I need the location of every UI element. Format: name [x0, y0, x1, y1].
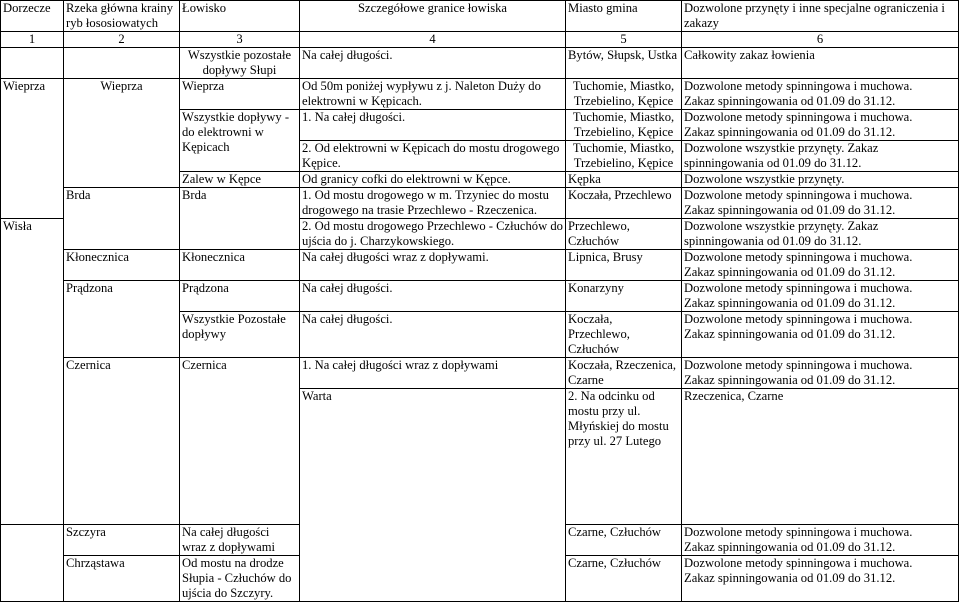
boundaries-cell: 1. Na całej długości. — [300, 110, 566, 141]
boundaries-cell: Od mostu na drodze Słupia - Człuchów do ujścia do Szczyry. — [180, 556, 300, 602]
restrictions-cell — [682, 110, 959, 141]
city-cell: Tuchomie, Miastko, Trzebielino, Kępice — [566, 110, 682, 141]
rule-line: Zakaz spinningowania od 01.09 do 31.12. — [684, 373, 896, 387]
city-cell: Czarne, Człuchów — [566, 525, 682, 556]
boundaries-cell: Na całej długości. — [300, 312, 566, 358]
fishery-cell: Prądzona — [180, 281, 300, 312]
fishery-cell: Czernica — [180, 358, 300, 525]
river-cell — [1, 525, 64, 602]
boundaries-cell: 1. Na całej długości wraz z dopływami — [300, 358, 566, 389]
fishery-cell: Chrząstawa — [64, 556, 180, 602]
rule-line: Zakaz spinningowania od 01.09 do 31.12. — [684, 94, 896, 108]
rule-line: Dozwolone metody spinningowa i muchowa. — [684, 188, 913, 202]
header-row — [1, 1, 959, 32]
restrictions-cell: Całkowity zakaz łowienia — [682, 48, 959, 79]
fishery-cell: Brda — [180, 188, 300, 250]
table-row — [1, 48, 959, 79]
boundaries-cell: 2. Na odcinku od mostu przy ul. Młyńskiej do mostu przy ul. 27 Lutego — [566, 389, 682, 525]
rule-line: Dozwolone wszystkie przynęty. Zakaz — [684, 219, 879, 233]
restrictions-cell — [682, 358, 959, 389]
rule-line: Zakaz spinningowania od 01.09 do 31.12. — [684, 327, 896, 341]
boundaries-cell: Na całej długości wraz z dopływami. — [300, 250, 566, 281]
city-cell: Tuchomie, Miastko, Trzebielino, Kępice — [566, 141, 682, 172]
basin-cell: Warta — [300, 389, 566, 602]
boundaries-cell: 2. Od elektrowni w Kępicach do mostu drogowego Kępice. — [300, 141, 566, 172]
basin-cell — [1, 48, 64, 79]
table-row — [1, 188, 959, 219]
city-cell: Konarzyny — [566, 281, 682, 312]
city-cell: Koczała, Rzeczenica, Czarne — [566, 358, 682, 389]
restrictions-cell — [682, 525, 959, 556]
city-cell: Koczała, Przechlewo — [566, 188, 682, 219]
fishery-cell: Kłonecznica — [180, 250, 300, 281]
river-cell: Prądzona — [64, 281, 180, 358]
table-row — [1, 281, 959, 312]
header-city: Miasto gmina — [566, 1, 682, 32]
fishery-cell: Wszystkie dopływy - do elektrowni w Kępicach — [180, 110, 300, 172]
rule-line: spinningowania od 01.09 do 31.12. — [684, 156, 862, 170]
rule-line: Dozwolone metody spinningowa i muchowa. — [684, 525, 913, 539]
rule-line: Zakaz spinningowania od 01.09 do 31.12. — [684, 265, 896, 279]
fishery-cell: Zalew w Kępce — [180, 172, 300, 188]
header-fishery: Łowisko — [180, 1, 300, 32]
col-number: 5 — [566, 32, 682, 48]
river-cell: Wieprza — [64, 79, 180, 188]
city-cell: Przechlewo, Człuchów — [566, 219, 682, 250]
rule-line: Dozwolone metody spinningowa i muchowa. — [684, 79, 913, 93]
city-cell — [566, 312, 682, 358]
restrictions-cell — [682, 556, 959, 602]
city-cell: Kępka — [566, 172, 682, 188]
city-cell: Lipnica, Brusy — [566, 250, 682, 281]
river-cell: Brda — [64, 188, 180, 250]
boundaries-cell: 1. Od mostu drogowego w m. Trzyniec do mostu drogowego na trasie Przechlewo - Rzeczenica. — [300, 188, 566, 219]
rule-line: spinningowania od 01.09 do 31.12. — [684, 234, 862, 248]
city-cell: Rzeczenica, Czarne — [682, 389, 959, 525]
table-row — [1, 79, 959, 110]
boundaries-cell: Od 50m poniżej wypływu z j. Naleton Duży do elektrowni w Kępicach. — [300, 79, 566, 110]
restrictions-cell — [682, 188, 959, 219]
col-number: 3 — [180, 32, 300, 48]
rule-line: Dozwolone wszystkie przynęty. Zakaz — [684, 141, 879, 155]
river-cell — [64, 48, 180, 79]
col-number: 6 — [682, 32, 959, 48]
fishery-cell: Wszystkie Pozostałe dopływy — [180, 312, 300, 358]
table-row — [1, 358, 959, 389]
rule-line: Dozwolone metody spinningowa i muchowa. — [684, 250, 913, 264]
rule-line: Dozwolone metody spinningowa i muchowa. — [684, 312, 913, 326]
basin-cell: Wisła — [1, 219, 64, 525]
restrictions-cell — [682, 250, 959, 281]
header-main-river: Rzeka główna krainy ryb łososiowatych — [64, 1, 180, 32]
restrictions-cell: Dozwolone wszystkie przynęty. — [682, 172, 959, 188]
rule-line: Zakaz spinningowania od 01.09 do 31.12. — [684, 571, 896, 585]
table-row — [1, 250, 959, 281]
column-number-row — [1, 32, 959, 48]
fishery-cell: Szczyra — [64, 525, 180, 556]
col-number: 2 — [64, 32, 180, 48]
col-number: 4 — [300, 32, 566, 48]
river-cell: Kłonecznica — [64, 250, 180, 281]
basin-cell: Wieprza — [1, 79, 64, 219]
rule-line: Zakaz spinningowania od 01.09 do 31.12. — [684, 125, 896, 139]
boundaries-cell: Na całej długości. — [300, 281, 566, 312]
fishery-cell: Wszystkie pozostałe dopływy Słupi — [180, 48, 300, 79]
header-boundaries: Szczegółowe granice łowiska — [300, 1, 566, 32]
river-cell: Czernica — [64, 358, 180, 525]
fishery-cell: Wieprza — [180, 79, 300, 110]
restrictions-cell — [682, 141, 959, 172]
boundaries-cell: Na całej długości. — [300, 48, 566, 79]
header-restrictions: Dozwolone przynęty i inne specjalne ograniczenia i zakazy — [682, 1, 959, 32]
rule-line: Dozwolone metody spinningowa i muchowa. — [684, 110, 913, 124]
restrictions-cell — [682, 312, 959, 358]
restrictions-cell — [682, 79, 959, 110]
rule-line: Zakaz spinningowania od 01.09 do 31.12. — [684, 296, 896, 310]
rule-line: Dozwolone metody spinningowa i muchowa. — [684, 556, 913, 570]
rule-line: Dozwolone metody spinningowa i muchowa. — [684, 281, 913, 295]
rule-line: Zakaz spinningowania od 01.09 do 31.12. — [684, 203, 896, 217]
boundaries-cell: 2. Od mostu drogowego Przechlewo - Człuchów do ujścia do j. Charzykowskiego. — [300, 219, 566, 250]
header-basin: Dorzecze — [1, 1, 64, 32]
boundaries-cell: Na całej długości wraz z dopływami — [180, 525, 300, 556]
boundaries-cell: Od granicy cofki do elektrowni w Kępce. — [300, 172, 566, 188]
col-number: 1 — [1, 32, 64, 48]
city-cell: Czarne, Człuchów — [566, 556, 682, 602]
restrictions-cell — [682, 281, 959, 312]
rule-line: Dozwolone metody spinningowa i muchowa. — [684, 358, 913, 372]
restrictions-cell — [682, 219, 959, 250]
rule-line: Zakaz spinningowania od 01.09 do 31.12. — [684, 540, 896, 554]
city-text: Koczała, Przechlewo, Człuchów — [568, 312, 630, 356]
city-cell: Tuchomie, Miastko, Trzebielino, Kępice — [566, 79, 682, 110]
city-cell: Bytów, Słupsk, Ustka — [566, 48, 682, 79]
